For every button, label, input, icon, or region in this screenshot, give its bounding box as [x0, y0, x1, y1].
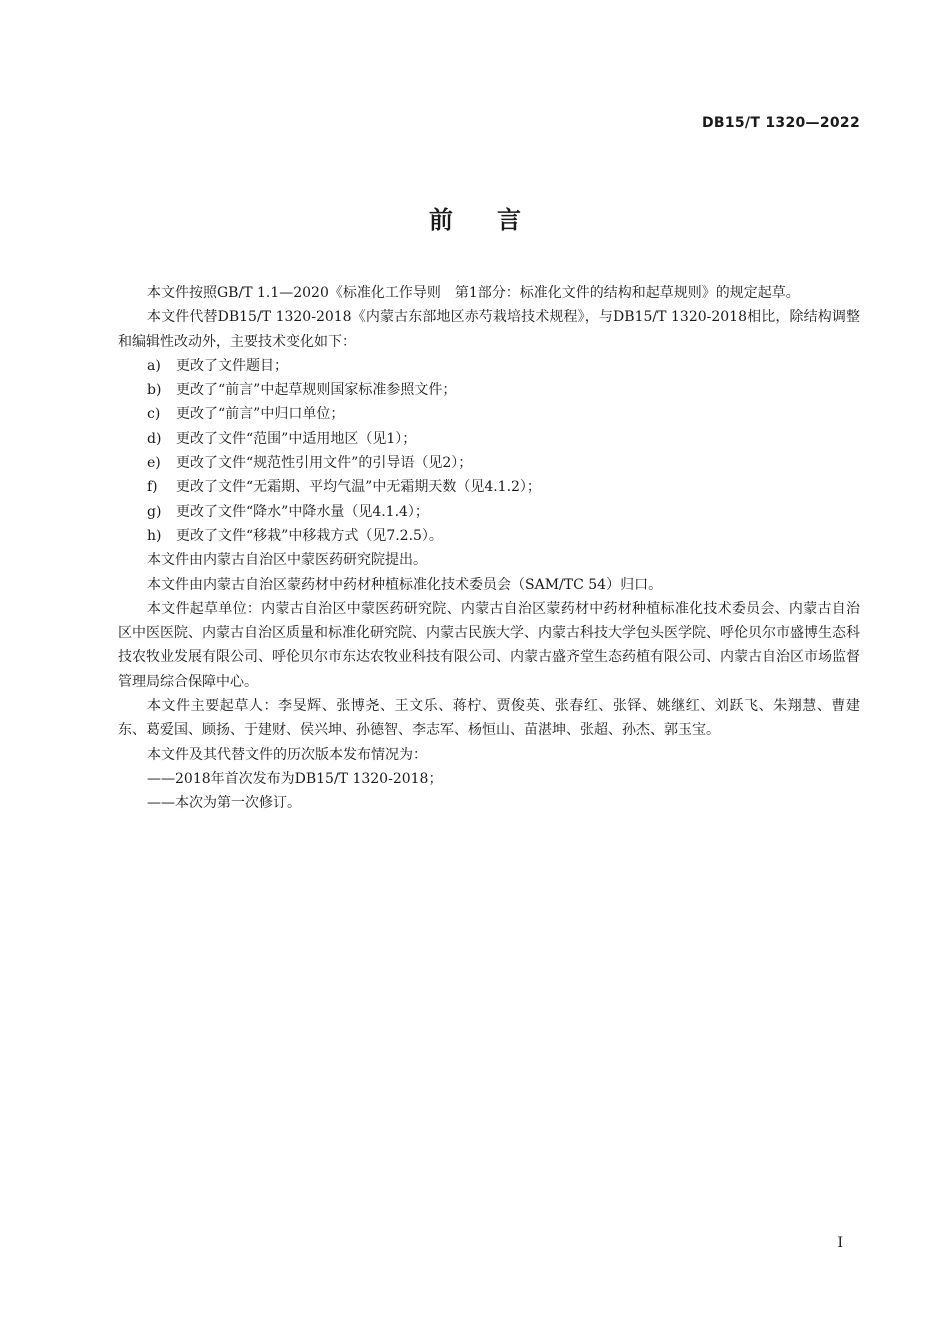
- paragraph-history-intro: 本文件及其代替文件的历次版本发布情况为：: [147, 746, 427, 763]
- paragraph-replacement: 本文件代替DB15/T 1320-2018《内蒙古东部地区赤芍栽培技术规程》，与DB15/T 1320-2018相比，除结构调整和编辑性改动外，主要技术变化如下：: [118, 309, 860, 350]
- paragraph-drafting-basis: 本文件按照GB/T 1.1—2020《标准化工作导则 第1部分：标准化文件的结构和起草规则》的规定起草。: [147, 285, 800, 301]
- list-marker: b): [147, 382, 162, 399]
- document-body: [118, 281, 860, 816]
- list-marker: e): [147, 455, 161, 472]
- paragraph-drafters: 本文件主要起草人：李旻辉、张博尧、王文乐、蒋柠、贾俊英、张春红、张铎、姚继红、刘跃飞、朱翔慧、曹建东、葛爱国、顾扬、于建财、侯兴坤、孙德智、李志军、杨恒山、苗湛坤、张超、孙杰、郭玉宝。: [118, 698, 860, 739]
- list-item: [147, 475, 860, 499]
- history-item-current: ——本次为第一次修订。: [147, 795, 301, 812]
- list-marker: f): [147, 479, 158, 496]
- list-item: [147, 402, 860, 426]
- list-item-text: 更改了“前言”中归口单位；: [176, 406, 345, 423]
- list-item-text: 更改了文件题目；: [176, 357, 288, 374]
- history-item-2018: ——2018年首次发布为DB15/T 1320-2018；: [147, 770, 443, 787]
- list-item: [147, 500, 860, 524]
- list-item: [147, 524, 860, 548]
- list-marker: g): [147, 503, 162, 520]
- list-item-text: 更改了文件“无霜期、平均气温”中无霜期天数（见4.1.2）；: [176, 479, 541, 496]
- paragraph-proposer: 本文件由内蒙古自治区中蒙医药研究院提出。: [147, 552, 427, 569]
- list-marker: d): [147, 430, 162, 447]
- list-item-text: 更改了“前言”中起草规则国家标准参照文件；: [176, 382, 457, 399]
- list-marker: a): [147, 357, 161, 374]
- list-item: [147, 378, 860, 402]
- list-item-text: 更改了文件“移栽”中移栽方式（见7.2.5）。: [176, 527, 443, 544]
- page-title: 前言: [429, 206, 565, 234]
- list-marker: c): [147, 406, 161, 423]
- list-item: [147, 354, 860, 378]
- list-marker: h): [147, 527, 162, 544]
- document-code: DB15/T 1320—2022: [701, 115, 860, 131]
- list-item-text: 更改了文件“范围”中适用地区（见1）；: [176, 430, 417, 447]
- list-item-text: 更改了文件“降水”中降水量（见4.1.4）；: [176, 503, 429, 520]
- paragraph-drafting-units: 本文件起草单位：内蒙古自治区中蒙医药研究院、内蒙古自治区蒙药材中药材种植标准化技术委员会、内蒙古自治区中医医院、内蒙古自治区质量和标准化研究院、内蒙古民族大学、内蒙古科技大学包头医学院、呼伦贝尔市盛博生态科技农牧业发展有限公司、呼伦贝尔市东达农牧业科技有限公司、内蒙古盛齐堂生态药植有限公司、内蒙古自治区市场监督管理局综合保障中心。: [118, 600, 860, 690]
- list-item-text: 更改了文件“规范性引用文件”的引导语（见2）；: [176, 455, 473, 472]
- paragraph-centralized-unit: 本文件由内蒙古自治区蒙药材中药材种植标准化技术委员会（SAM/TC 54）归口。: [147, 576, 663, 593]
- list-item: [147, 427, 860, 451]
- list-item: [147, 451, 860, 475]
- changes-list: [118, 354, 860, 548]
- page-number: I: [837, 1235, 843, 1251]
